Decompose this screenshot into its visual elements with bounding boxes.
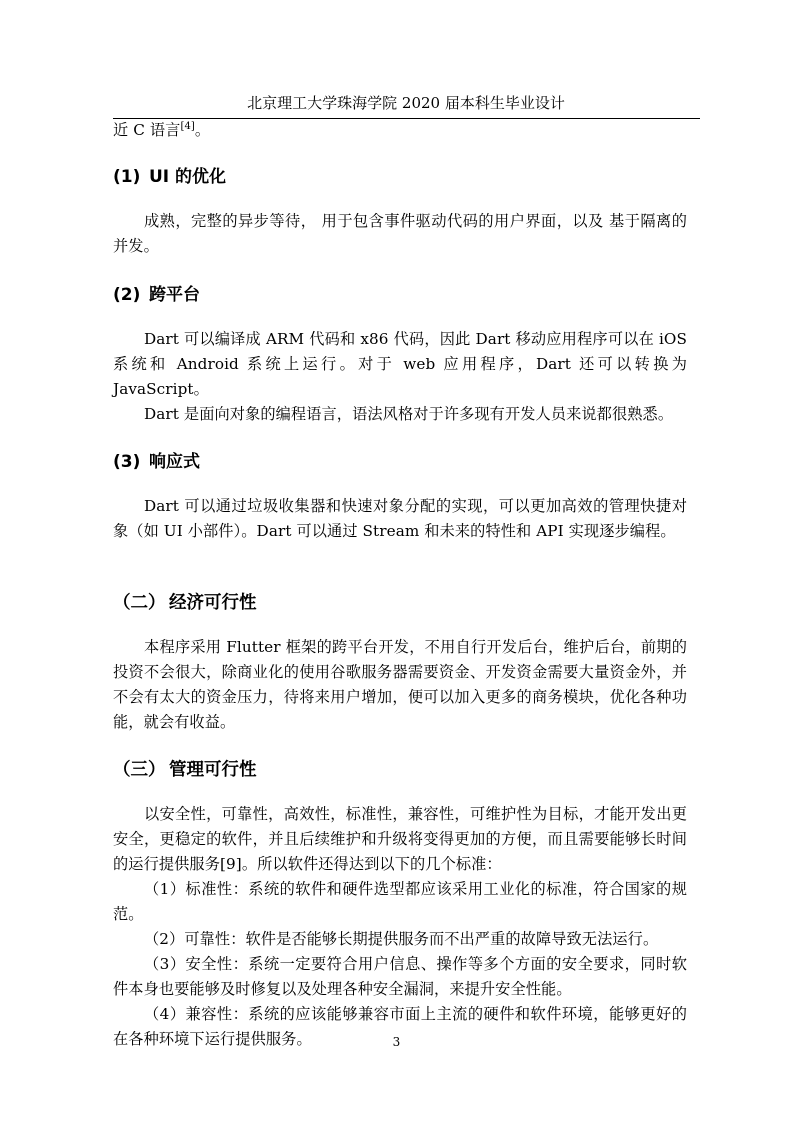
heading-cross-platform bbox=[113, 282, 687, 308]
paragraph-cross-platform-2: Dart 是面向对象的编程语言，语法风格对于许多现有开发人员来说都很熟悉。 bbox=[144, 405, 674, 423]
page-number: 3 bbox=[392, 1035, 401, 1049]
heading-reactive bbox=[113, 449, 687, 475]
heading-number: (3) bbox=[113, 452, 141, 472]
heading-ui-optimization bbox=[113, 164, 687, 190]
heading-title: 管理可行性 bbox=[169, 760, 257, 780]
page-header: 北京理工大学珠海学院 2020 届本科生毕业设计 bbox=[247, 94, 565, 112]
list-item-security: （3）安全性：系统一定要符合用户信息、操作等多个方面的安全要求，同时软件本身也要能够及时修复以及处理各种安全漏洞，来提升安全性能。 bbox=[113, 955, 687, 998]
heading-number: （三） bbox=[113, 760, 166, 780]
continuation-paragraph bbox=[113, 118, 687, 143]
heading-title: 跨平台 bbox=[149, 285, 200, 305]
list-item-compatibility: （4）兼容性：系统的应该能够兼容市面上主流的硬件和软件环境，能够更好的在各种环境下运行提供服务。 bbox=[113, 1005, 687, 1048]
heading-title: 经济可行性 bbox=[169, 593, 257, 613]
heading-title: 响应式 bbox=[149, 452, 200, 472]
citation: [4] bbox=[180, 120, 195, 132]
heading-title: UI 的优化 bbox=[149, 167, 227, 187]
page-body bbox=[113, 118, 687, 1052]
heading-number: （二） bbox=[113, 593, 166, 613]
continuation-end: 。 bbox=[194, 121, 211, 139]
paragraph-cross-platform-1: Dart 可以编译成 ARM 代码和 x86 代码，因此 Dart 移动应用程序可以在 iOS 系统和 Android 系统上运行。对于 web 应用程序，Dart 还可以转换为 JavaScript。 bbox=[113, 330, 687, 398]
paragraph-reactive: Dart 可以通过垃圾收集器和快速对象分配的实现，可以更加高效的管理快捷对象（如 UI 小部件）。Dart 可以通过 Stream 和未来的特性和 API 实现逐步编程。 bbox=[113, 497, 687, 540]
continuation-text: 近 C 语言 bbox=[113, 121, 181, 139]
list-item-standard: （1）标准性：系统的软件和硬件选型都应该采用工业化的标准，符合国家的规范。 bbox=[113, 880, 687, 923]
heading-economic-feasibility bbox=[113, 590, 687, 616]
heading-management-feasibility bbox=[113, 757, 687, 783]
paragraph-ui: 成熟，完整的异步等待， 用于包含事件驱动代码的用户界面，以及 基于隔离的并发。 bbox=[113, 212, 687, 255]
paragraph-economic: 本程序采用 Flutter 框架的跨平台开发，不用自行开发后台，维护后台，前期的投资不会很大，除商业化的使用谷歌服务器需要资金、开发资金需要大量资金外，并不会有太大的资金压力，待将来用户增加，便可以加入更多的商务模块，优化各种功能，就会有收益。 bbox=[113, 638, 687, 731]
list-item-reliability: （2）可靠性：软件是否能够长期提供服务而不出严重的故障导致无法运行。 bbox=[144, 930, 659, 948]
heading-number: (1) bbox=[113, 167, 141, 187]
paragraph-management: 以安全性，可靠性，高效性，标准性，兼容性，可维护性为目标，才能开发出更安全，更稳定的软件，并且后续维护和升级将变得更加的方便，而且需要能够长时间的运行提供服务[9]。所以软件还得达到以下的几个标准： bbox=[113, 805, 687, 873]
heading-number: (2) bbox=[113, 285, 141, 305]
